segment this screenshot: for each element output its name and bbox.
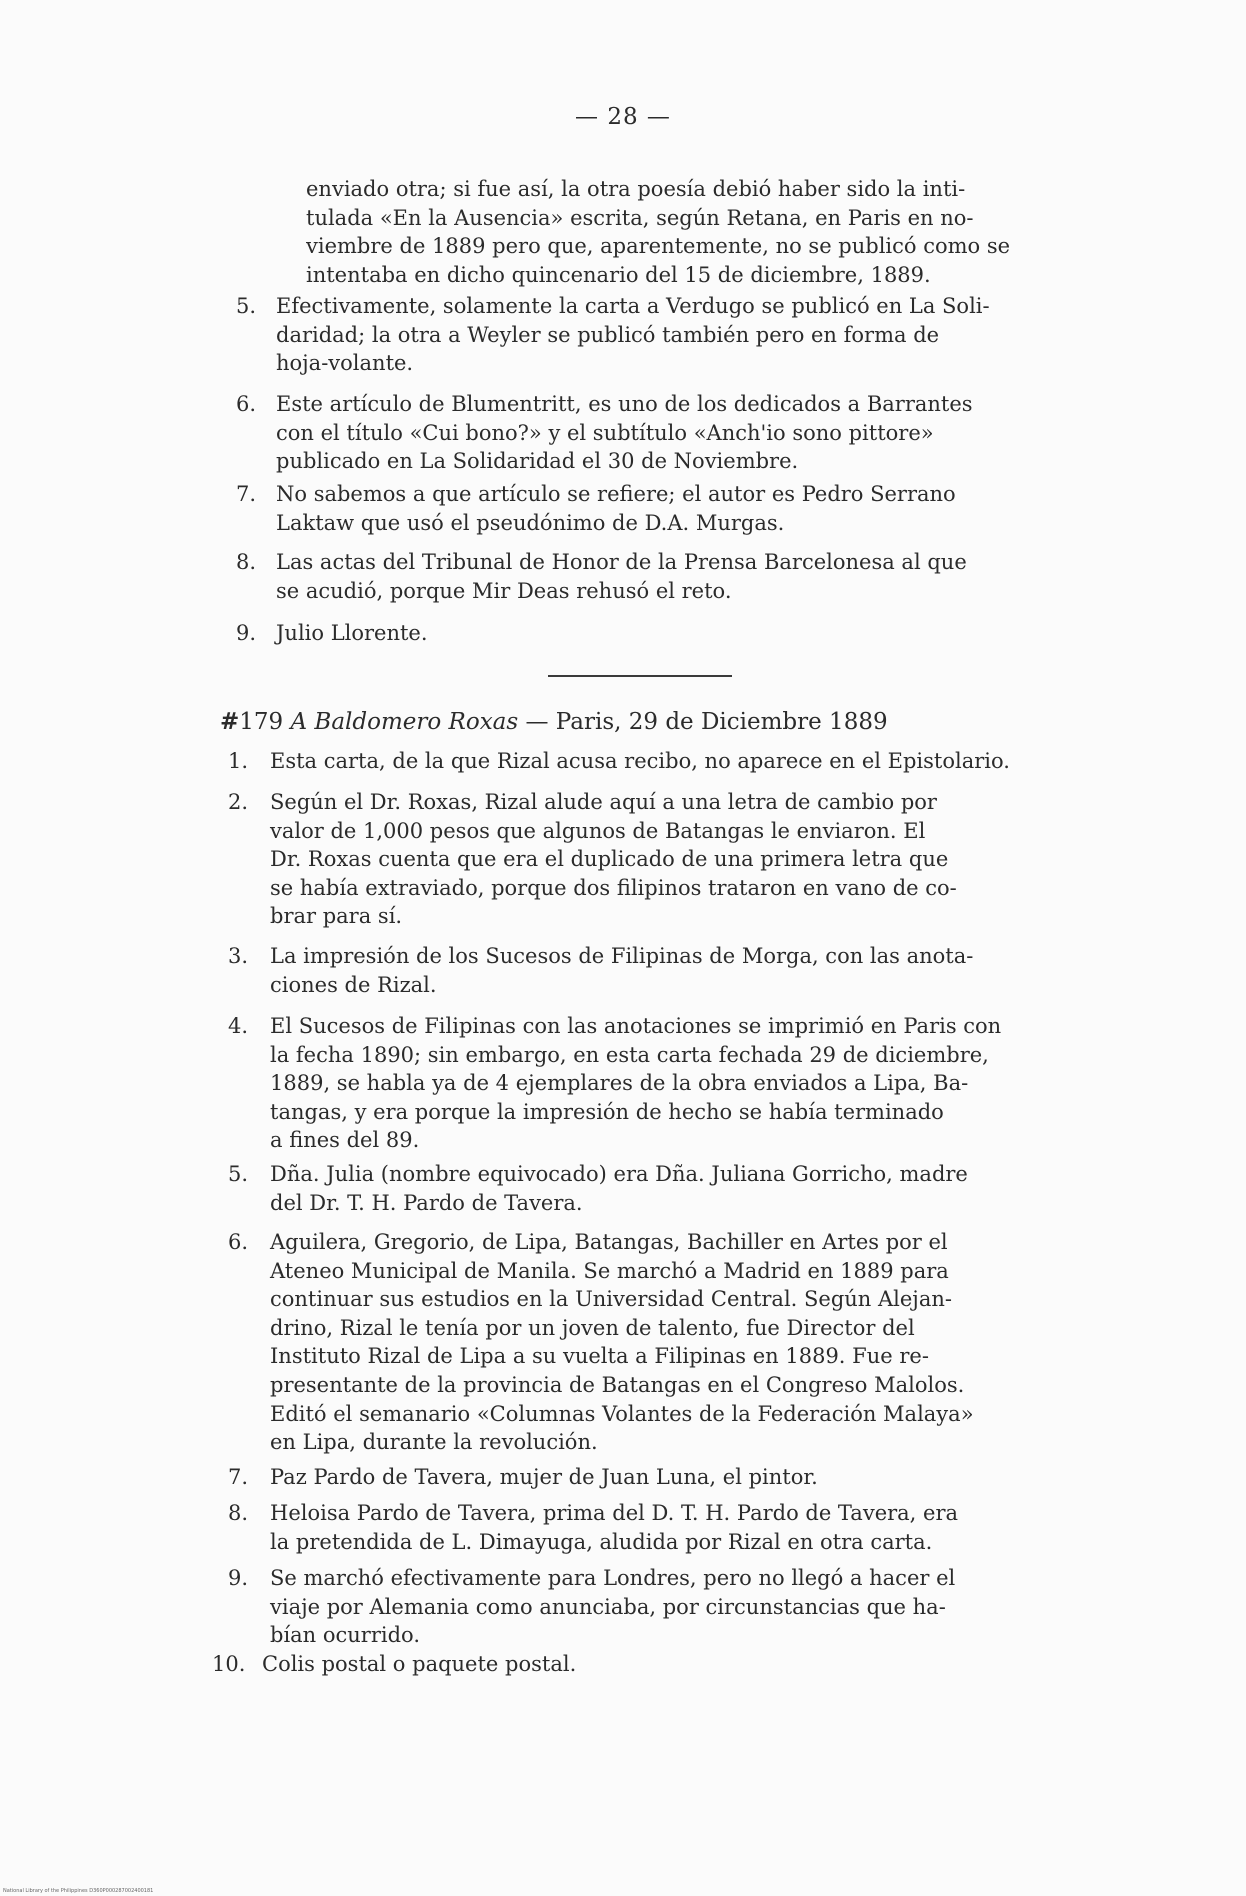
note-body	[276, 480, 956, 537]
note-line: Este artículo de Blumentritt, es uno de los dedicados a Barrantes	[276, 392, 973, 416]
note-3b	[228, 942, 1088, 1002]
note-body	[306, 175, 1010, 289]
note-line: la fecha 1890; sin embargo, en esta carta fechada 29 de diciembre,	[270, 1042, 989, 1067]
note-body	[270, 1463, 818, 1492]
library-footer: National Library of the Philippines D360P000287002400181	[3, 1888, 154, 1894]
note-line: se había extraviado, porque dos filipinos trataron en vano de co-	[270, 875, 957, 900]
note-5b	[228, 1160, 1088, 1220]
note-6a	[236, 390, 1086, 478]
note-body	[270, 1228, 974, 1457]
note-continuation	[306, 175, 1086, 291]
note-line: 1889, se habla ya de 4 ejemplares de la obra enviados a Lipa, Ba-	[270, 1071, 969, 1096]
note-line: continuar sus estudios en la Universidad Central. Según Alejan-	[270, 1287, 952, 1312]
note-line: brar para sí.	[270, 904, 403, 929]
note-line: Heloisa Pardo de Tavera, prima del D. T. H. Pardo de Tavera, era	[270, 1501, 959, 1525]
note-number: 5.	[236, 294, 257, 318]
note-line: Según el Dr. Roxas, Rizal alude aquí a una letra de cambio por	[270, 790, 937, 814]
note-line: El Sucesos de Filipinas con las anotaciones se imprimió en Paris con	[270, 1014, 1002, 1038]
note-number: 6.	[236, 392, 257, 416]
note-number: 5.	[228, 1162, 249, 1186]
note-body	[276, 619, 428, 648]
note-line: con el título «Cui bono?» y el subtítulo «Anch'io sono pittore»	[276, 420, 934, 445]
note-1b	[228, 747, 1088, 777]
note-body	[270, 1564, 955, 1650]
note-body	[270, 1012, 1001, 1155]
section-divider	[548, 675, 732, 677]
note-body	[270, 942, 973, 999]
note-line: Se marchó efectivamente para Londres, pero no llegó a hacer el	[270, 1566, 956, 1590]
note-line: Aguilera, Gregorio, de Lipa, Batangas, Bachiller en Artes por el	[270, 1230, 948, 1254]
note-line: la pretendida de L. Dimayuga, aludida por Rizal en otra carta.	[270, 1529, 933, 1554]
note-line: valor de 1,000 pesos que algunos de Batangas le enviaron. El	[270, 818, 926, 843]
note-line: Ateneo Municipal de Manila. Se marchó a Madrid en 1889 para	[270, 1258, 949, 1283]
section-number: 179	[239, 709, 284, 735]
note-number: 4.	[228, 1014, 249, 1038]
note-number: 3.	[228, 944, 249, 968]
note-line: se acudió, porque Mir Deas rehusó el reto.	[276, 578, 732, 603]
note-8a	[236, 548, 1086, 608]
note-line: enviado otra; si fue así, la otra poesía debió haber sido la inti-	[306, 177, 966, 201]
note-line: del Dr. T. H. Pardo de Tavera.	[270, 1190, 583, 1215]
note-body	[276, 292, 990, 378]
note-line: Editó el semanario «Columnas Volantes de la Federación Malaya»	[270, 1401, 974, 1426]
note-line: hoja-volante.	[276, 351, 414, 376]
note-line: publicado en La Solidaridad el 30 de Noviembre.	[276, 449, 799, 474]
note-7a	[236, 480, 1086, 540]
note-number: 9.	[236, 621, 257, 645]
note-body	[270, 747, 1010, 776]
note-line: ciones de Rizal.	[270, 972, 437, 997]
section-hash: #	[220, 708, 240, 735]
page-number: — 28 —	[575, 104, 671, 130]
note-number: 9.	[228, 1566, 249, 1590]
note-number: 8.	[228, 1501, 249, 1525]
note-body	[270, 1160, 968, 1217]
note-line: No sabemos a que artículo se refiere; el autor es Pedro Serrano	[276, 482, 956, 506]
note-line: Paz Pardo de Tavera, mujer de Juan Luna, el pintor.	[270, 1465, 818, 1489]
note-body	[276, 548, 967, 605]
note-5a	[236, 292, 1086, 380]
note-line: Dña. Julia (nombre equivocado) era Dña. Juliana Gorricho, madre	[270, 1162, 968, 1186]
note-number: 8.	[236, 550, 257, 574]
note-number: 2.	[228, 790, 249, 814]
note-number: 10.	[212, 1652, 246, 1676]
note-line: en Lipa, durante la revolución.	[270, 1430, 598, 1455]
note-line: Laktaw que usó el pseudónimo de D.A. Murgas.	[276, 510, 785, 535]
note-body	[262, 1650, 576, 1679]
note-line: daridad; la otra a Weyler se publicó también pero en forma de	[276, 322, 940, 347]
note-line: Efectivamente, solamente la carta a Verdugo se publicó en La Soli-	[276, 294, 990, 318]
note-number: 7.	[236, 482, 257, 506]
note-line: viembre de 1889 pero que, aparentemente, no se publicó como se	[306, 234, 1011, 259]
note-body	[270, 788, 957, 931]
note-body	[276, 390, 973, 476]
note-8b	[228, 1499, 1088, 1559]
note-2b	[228, 788, 1088, 932]
note-number: 1.	[228, 749, 249, 773]
note-line: drino, Rizal le tenía por un joven de talento, fue Director del	[270, 1315, 915, 1340]
note-line: Dr. Roxas cuenta que era el duplicado de una primera letra que	[270, 847, 949, 872]
note-line: Colis postal o paquete postal.	[262, 1652, 577, 1676]
note-line: La impresión de los Sucesos de Filipinas de Morga, con las anota-	[270, 944, 974, 968]
section-heading	[220, 708, 888, 735]
note-line: Instituto Rizal de Lipa a su vuelta a Filipinas en 1889. Fue re-	[270, 1344, 929, 1369]
note-line: Julio Llorente.	[276, 621, 428, 645]
note-line: viaje por Alemania como anunciaba, por circunstancias que ha-	[270, 1594, 946, 1619]
note-9a	[236, 619, 1086, 649]
note-line: a fines del 89.	[270, 1128, 420, 1153]
note-4b	[228, 1012, 1088, 1156]
section-recipient: A Baldomero Roxas	[290, 709, 519, 735]
note-line: Esta carta, de la que Rizal acusa recibo, no aparece en el Epistolario.	[270, 749, 1010, 773]
note-6b	[228, 1228, 1088, 1460]
note-body	[270, 1499, 958, 1556]
note-9b	[228, 1564, 1088, 1652]
note-line: intentaba en dicho quincenario del 15 de diciembre, 1889.	[306, 262, 931, 287]
note-number: 7.	[228, 1465, 249, 1489]
note-number: 6.	[228, 1230, 249, 1254]
note-7b	[228, 1463, 1088, 1493]
section-place-date: — Paris, 29 de Diciembre 1889	[525, 709, 888, 735]
note-line: Las actas del Tribunal de Honor de la Prensa Barcelonesa al que	[276, 550, 967, 574]
note-line: bían ocurrido.	[270, 1623, 420, 1648]
note-10b	[212, 1650, 1088, 1680]
note-line: presentante de la provincia de Batangas en el Congreso Malolos.	[270, 1372, 965, 1397]
note-line: tulada «En la Ausencia» escrita, según Retana, en Paris en no-	[306, 205, 974, 230]
note-line: tangas, y era porque la impresión de hecho se había terminado	[270, 1099, 944, 1124]
